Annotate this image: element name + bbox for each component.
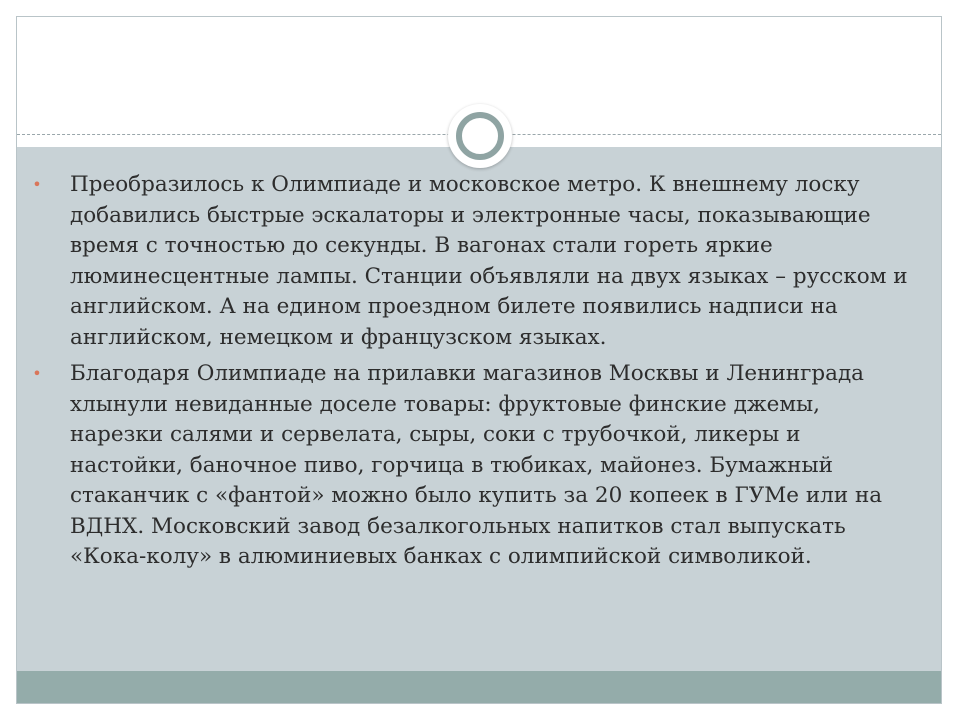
bullet-text: Благодаря Олимпиаде на прилавки магазинов Москвы и Ленинграда хлынули невиданные доселе товары: фруктовые финские джемы, нарезки салями и сервелата, сыры, соки с трубочкой, ликеры и настойки, баночное пиво, горчица в тюбиках, майонез. Бумажный стаканчик с «фантой» можно было купить за 20 копеек в ГУМе или на ВДНХ. Московский завод безалкогольных напитков стал выпускать «Кока-колу» в алюминиевых банках с олимпийской символикой. (70, 361, 883, 569)
bullet-item (32, 359, 910, 573)
bullet-list (32, 170, 910, 579)
bullet-dot-icon: • (32, 364, 42, 383)
footer-band (17, 671, 941, 704)
circle-ornament-icon (448, 104, 512, 168)
bullet-item (32, 170, 910, 353)
bullet-dot-icon: • (32, 175, 42, 194)
bullet-text: Преобразилось к Олимпиаде и московское метро. К внешнему лоску добавились быстрые эскалаторы и электронные часы, показывающие время с точностью до секунды. В вагонах стали гореть яркие люминесцентные лампы. Станции объявляли на двух языках – русском и английском. А на едином проездном билете появились надписи на английском, немецком и французском языках. (70, 172, 908, 350)
